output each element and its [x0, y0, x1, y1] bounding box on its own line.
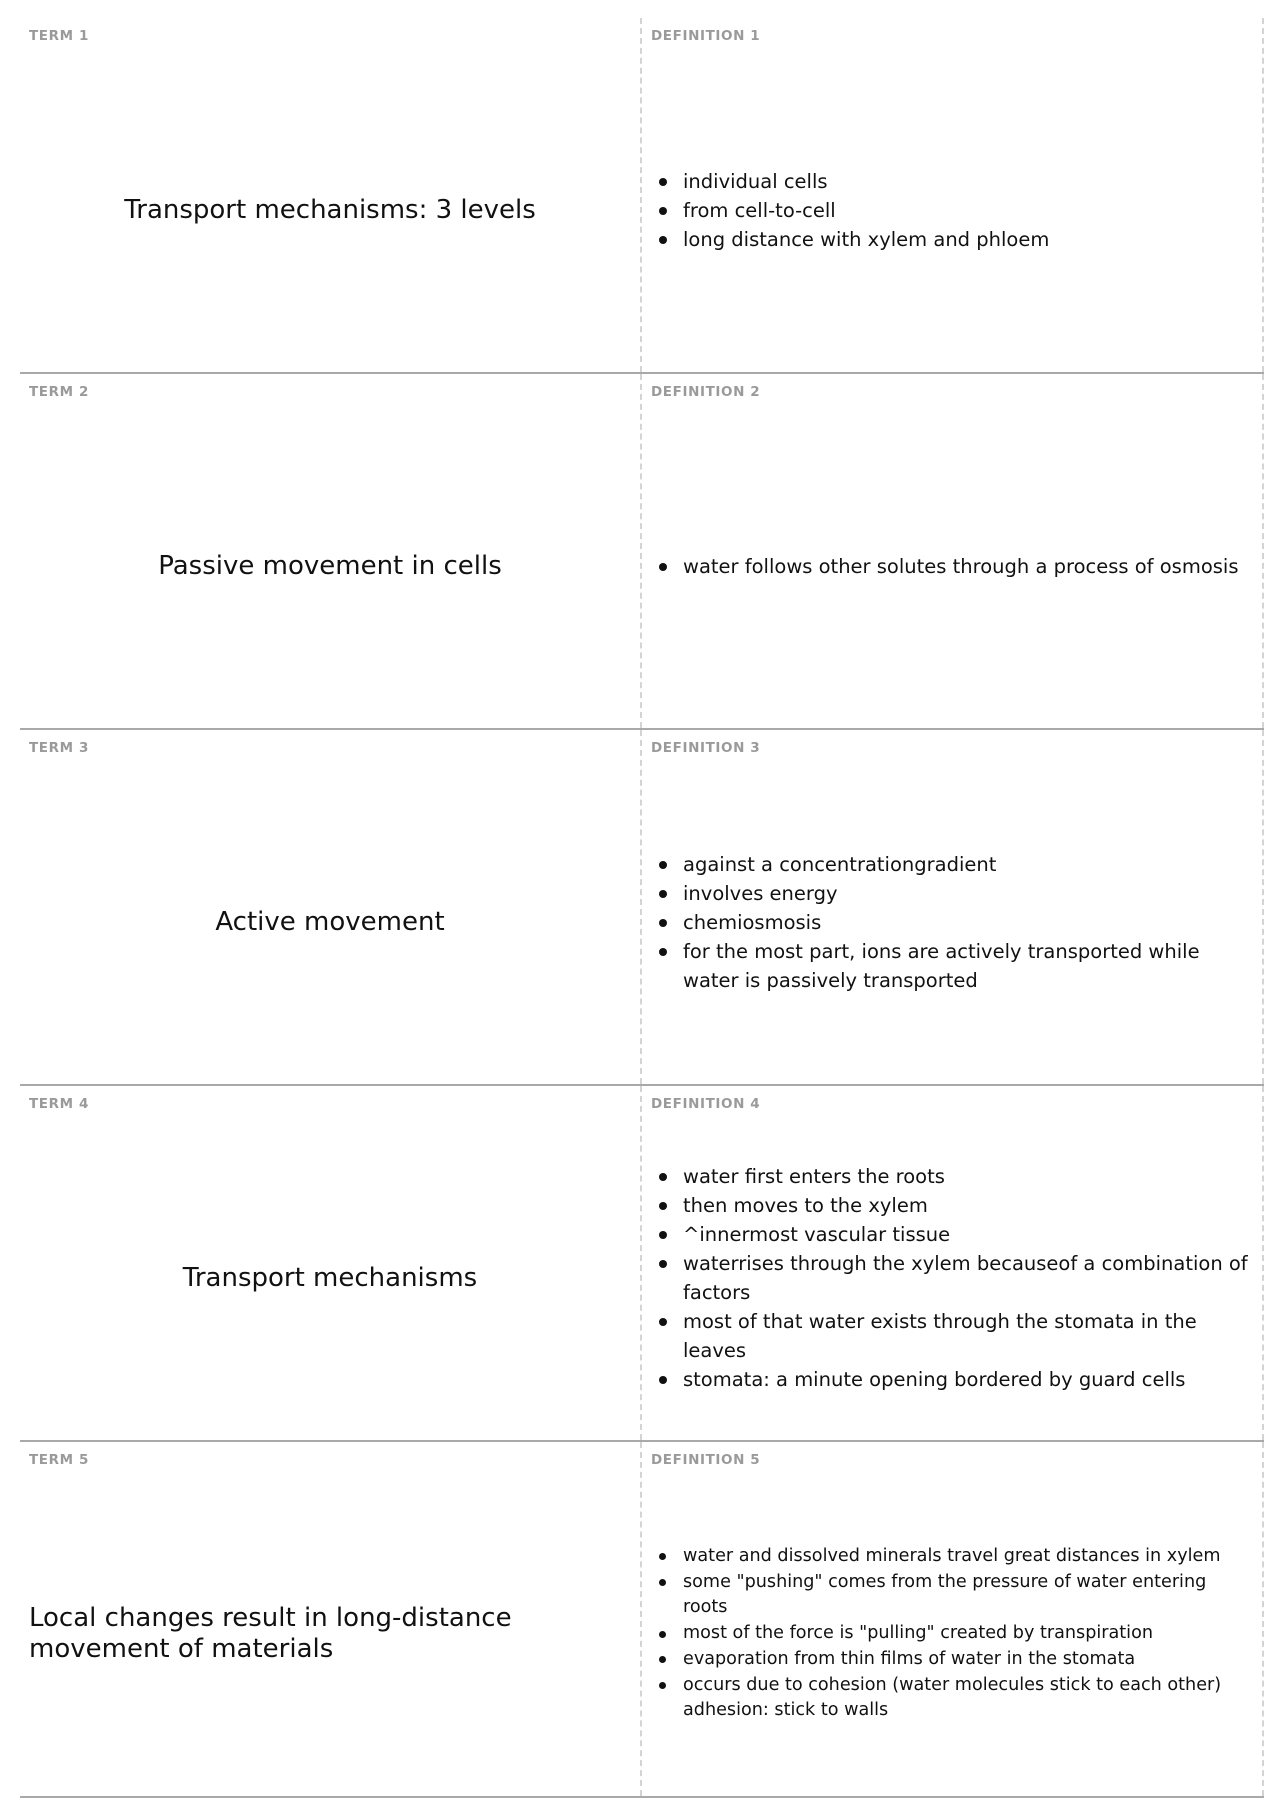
definition-item: evaporation from thin films of water in the stomata — [683, 1647, 1252, 1673]
term-body-3 — [29, 760, 631, 1084]
flashcard-5 — [20, 1442, 1264, 1798]
flashcard-4 — [20, 1086, 1264, 1442]
definition-panel-1 — [642, 18, 1264, 372]
definition-item: chemiosmosis — [683, 908, 1252, 937]
definition-body-4 — [651, 1116, 1252, 1440]
definition-list-3 — [651, 850, 1252, 995]
definition-item: from cell-to-cell — [683, 196, 1049, 225]
definition-body-5 — [651, 1472, 1252, 1796]
definition-list-2 — [651, 552, 1238, 581]
definition-label-2: DEFINITION 2 — [651, 384, 761, 400]
term-panel-4 — [20, 1086, 642, 1440]
definition-panel-4 — [642, 1086, 1264, 1440]
definition-item: then moves to the xylem — [683, 1191, 1252, 1220]
definition-item: against a concentrationgradient — [683, 850, 1252, 879]
definition-panel-5 — [642, 1442, 1264, 1796]
term-body-1 — [29, 48, 631, 372]
definition-item: occurs due to cohesion (water molecules stick to each other) adhesion: stick to walls — [683, 1673, 1252, 1725]
term-label-3: TERM 3 — [29, 740, 89, 756]
definition-item: ^innermost vascular tissue — [683, 1220, 1252, 1249]
flashcard-2 — [20, 374, 1264, 730]
definition-list-1 — [651, 167, 1049, 254]
term-text-4: Transport mechanisms — [182, 1262, 478, 1293]
term-body-4 — [29, 1116, 631, 1440]
definition-item: for the most part, ions are actively transported while water is passively transported — [683, 937, 1252, 995]
definition-item: long distance with xylem and phloem — [683, 225, 1049, 254]
term-text-1: Transport mechanisms: 3 levels — [124, 194, 536, 225]
definition-item: individual cells — [683, 167, 1049, 196]
definition-item: stomata: a minute opening bordered by guard cells — [683, 1365, 1252, 1394]
definition-body-3 — [651, 760, 1252, 1084]
definition-label-5: DEFINITION 5 — [651, 1452, 761, 1468]
term-body-5 — [29, 1472, 631, 1796]
flashcard-sheet — [20, 18, 1264, 1798]
definition-item: involves energy — [683, 879, 1252, 908]
definition-item: waterrises through the xylem becauseof a combination of factors — [683, 1249, 1252, 1307]
term-text-3: Active movement — [215, 906, 445, 937]
term-label-5: TERM 5 — [29, 1452, 89, 1468]
definition-item: water and dissolved minerals travel great distances in xylem — [683, 1544, 1252, 1570]
definition-item: some "pushing" comes from the pressure of water entering roots — [683, 1570, 1252, 1622]
definition-list-4 — [651, 1162, 1252, 1394]
term-text-2: Passive movement in cells — [158, 550, 502, 581]
definition-label-4: DEFINITION 4 — [651, 1096, 761, 1112]
term-panel-2 — [20, 374, 642, 728]
definition-body-2 — [651, 404, 1252, 728]
definition-label-3: DEFINITION 3 — [651, 740, 761, 756]
definition-item: most of that water exists through the stomata in the leaves — [683, 1307, 1252, 1365]
definition-list-5 — [651, 1544, 1252, 1725]
term-panel-5 — [20, 1442, 642, 1796]
term-text-5: Local changes result in long-distance movement of materials — [29, 1603, 512, 1664]
definition-body-1 — [651, 48, 1252, 372]
flashcard-3 — [20, 730, 1264, 1086]
definition-panel-3 — [642, 730, 1264, 1084]
definition-panel-2 — [642, 374, 1264, 728]
term-panel-3 — [20, 730, 642, 1084]
term-body-2 — [29, 404, 631, 728]
term-panel-1 — [20, 18, 642, 372]
term-label-4: TERM 4 — [29, 1096, 89, 1112]
term-label-2: TERM 2 — [29, 384, 89, 400]
definition-item: water first enters the roots — [683, 1162, 1252, 1191]
definition-item: most of the force is "pulling" created by transpiration — [683, 1621, 1252, 1647]
definition-item: water follows other solutes through a process of osmosis — [683, 552, 1238, 581]
flashcard-1 — [20, 18, 1264, 374]
definition-label-1: DEFINITION 1 — [651, 28, 761, 44]
term-label-1: TERM 1 — [29, 28, 89, 44]
